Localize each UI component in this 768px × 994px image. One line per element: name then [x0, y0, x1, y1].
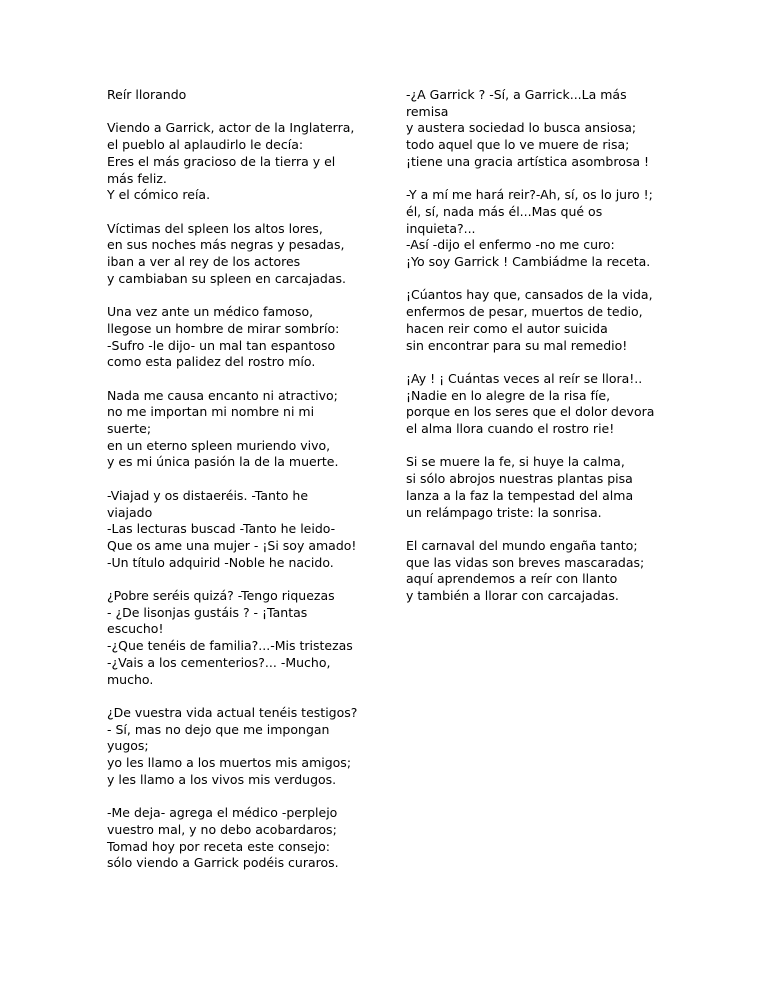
- verse-line: escucho!: [107, 621, 164, 637]
- verse-line: ¿De vuestra vida actual tenéis testigos?: [107, 704, 358, 720]
- verse-line: un relámpago triste: la sonrisa.: [406, 504, 602, 520]
- stanza: [406, 87, 668, 171]
- verse-line: Víctimas del spleen los altos lores,: [107, 220, 323, 236]
- verse-line: Si se muere la fe, si huye la calma,: [406, 454, 625, 470]
- stanza: [107, 304, 369, 371]
- verse-line: hacen reir como el autor suicida: [406, 320, 608, 336]
- verse-line: que las vidas son breves mascaradas;: [406, 554, 645, 570]
- verse-line: ¡Yo soy Garrick ! Cambiádme la receta.: [406, 254, 651, 270]
- poem-title: Reír llorando: [107, 87, 187, 102]
- verse-line: suerte;: [107, 421, 152, 436]
- verse-line: El carnaval del mundo engaña tanto;: [406, 537, 638, 553]
- stanza: [406, 187, 668, 271]
- stanza: [107, 488, 369, 572]
- verse-line: él, sí, nada más él...Mas qué os: [406, 203, 603, 219]
- stanza: [107, 705, 369, 789]
- verse-line: todo aquel que lo ve muere de risa;: [406, 137, 630, 153]
- verse-line: y cambiaban su spleen en carcajadas.: [107, 270, 346, 286]
- verse-line: Viendo a Garrick, actor de la Inglaterra,: [107, 120, 355, 136]
- verse-line: vuestro mal, y no debo acobardaros;: [107, 821, 337, 837]
- verse-line: yugos;: [107, 738, 149, 754]
- stanza: [406, 371, 668, 438]
- verse-line: viajado: [107, 504, 153, 520]
- verse-line: ¡Ay ! ¡ Cuántas veces al reír se llora!..: [406, 370, 643, 386]
- verse-line: Que os ame una mujer - ¡Si soy amado!: [107, 537, 357, 553]
- verse-line: - ¿De lisonjas gustáis ? - ¡Tantas: [107, 604, 308, 620]
- left-column: [107, 87, 369, 889]
- verse-line: lanza a la faz la tempestad del alma: [406, 487, 634, 503]
- verse-line: porque en los seres que el dolor devora: [406, 404, 655, 420]
- verse-line: -Las lecturas buscad -Tanto he leido-: [107, 521, 336, 537]
- verse-line: enfermos de pesar, muertos de tedio,: [406, 304, 643, 320]
- verse-line: ¡tiene una gracia artística asombrosa !: [406, 153, 650, 169]
- stanza: [107, 388, 369, 472]
- stanza: [406, 454, 668, 521]
- verse-line: Una vez ante un médico famoso,: [107, 304, 314, 320]
- verse-line: -Viajad y os distaeréis. -Tanto he: [107, 487, 309, 503]
- verse-line: mucho.: [107, 671, 154, 687]
- verse-line: en un eterno spleen muriendo vivo,: [107, 437, 331, 453]
- verse-line: el alma llora cuando el rostro rie!: [406, 421, 615, 437]
- verse-line: no me importan mi nombre ni mi: [107, 404, 315, 420]
- verse-line: ¡Nadie en lo alegre de la risa fíe,: [406, 387, 611, 403]
- verse-line: llegose un hombre de mirar sombrío:: [107, 320, 340, 336]
- verse-line: -Así -dijo el enfermo -no me curo:: [406, 237, 615, 253]
- verse-line: -Un título adquirid -Noble he nacido.: [107, 554, 334, 570]
- verse-line: -Y a mí me hará reir?-Ah, sí, os lo juro !;: [406, 187, 653, 203]
- verse-line: -Sufro -le dijo- un mal tan espantoso: [107, 337, 336, 353]
- verse-line: -Me deja- agrega el médico -perplejo: [107, 805, 338, 821]
- verse-line: iban a ver al rey de los actores: [107, 254, 301, 269]
- stanza: [406, 538, 668, 605]
- stanza: [107, 221, 369, 288]
- verse-line: -¿A Garrick ? -Sí, a Garrick...La más: [406, 87, 627, 102]
- verse-line: Eres el más gracioso de la tierra y el: [107, 153, 336, 169]
- right-column: [406, 87, 668, 621]
- verse-line: ¡Cúantos hay que, cansados de la vida,: [406, 287, 653, 303]
- verse-line: sólo viendo a Garrick podéis curaros.: [107, 855, 339, 871]
- verse-line: y les llamo a los vivos mis verdugos.: [107, 771, 337, 787]
- verse-line: -¿Que tenéis de familia?...-Mis tristezas: [107, 638, 353, 654]
- verse-line: - Sí, mas no dejo que me impongan: [107, 721, 330, 737]
- verse-line: Tomad hoy por receta este consejo:: [107, 838, 330, 854]
- verse-line: en sus noches más negras y pesadas,: [107, 237, 345, 253]
- verse-line: como esta palidez del rostro mío.: [107, 354, 316, 370]
- verse-line: Nada me causa encanto ni atractivo;: [107, 387, 338, 403]
- verse-line: remisa: [406, 103, 449, 119]
- verse-line: y austera sociedad lo busca ansiosa;: [406, 120, 637, 136]
- verse-line: Y el cómico reía.: [107, 187, 211, 203]
- verse-line: aquí aprendemos a reír con llanto: [406, 571, 618, 587]
- verse-line: inquieta?...: [406, 220, 476, 236]
- verse-line: si sólo abrojos nuestras plantas pisa: [406, 471, 633, 487]
- stanza: [107, 120, 369, 204]
- verse-line: el pueblo al aplaudirlo le decía:: [107, 137, 304, 153]
- stanza: [107, 805, 369, 872]
- verse-line: -¿Vais a los cementerios?... -Mucho,: [107, 654, 331, 670]
- verse-line: sin encontrar para su mal remedio!: [406, 337, 628, 353]
- verse-line: ¿Pobre seréis quizá? -Tengo riquezas: [107, 588, 335, 603]
- verse-line: y es mi única pasión la de la muerte.: [107, 454, 339, 470]
- verse-line: y también a llorar con carcajadas.: [406, 588, 619, 604]
- verse-line: yo les llamo a los muertos mis amigos;: [107, 755, 352, 771]
- verse-line: más feliz.: [107, 170, 167, 186]
- stanza: [107, 588, 369, 688]
- stanza: [406, 287, 668, 354]
